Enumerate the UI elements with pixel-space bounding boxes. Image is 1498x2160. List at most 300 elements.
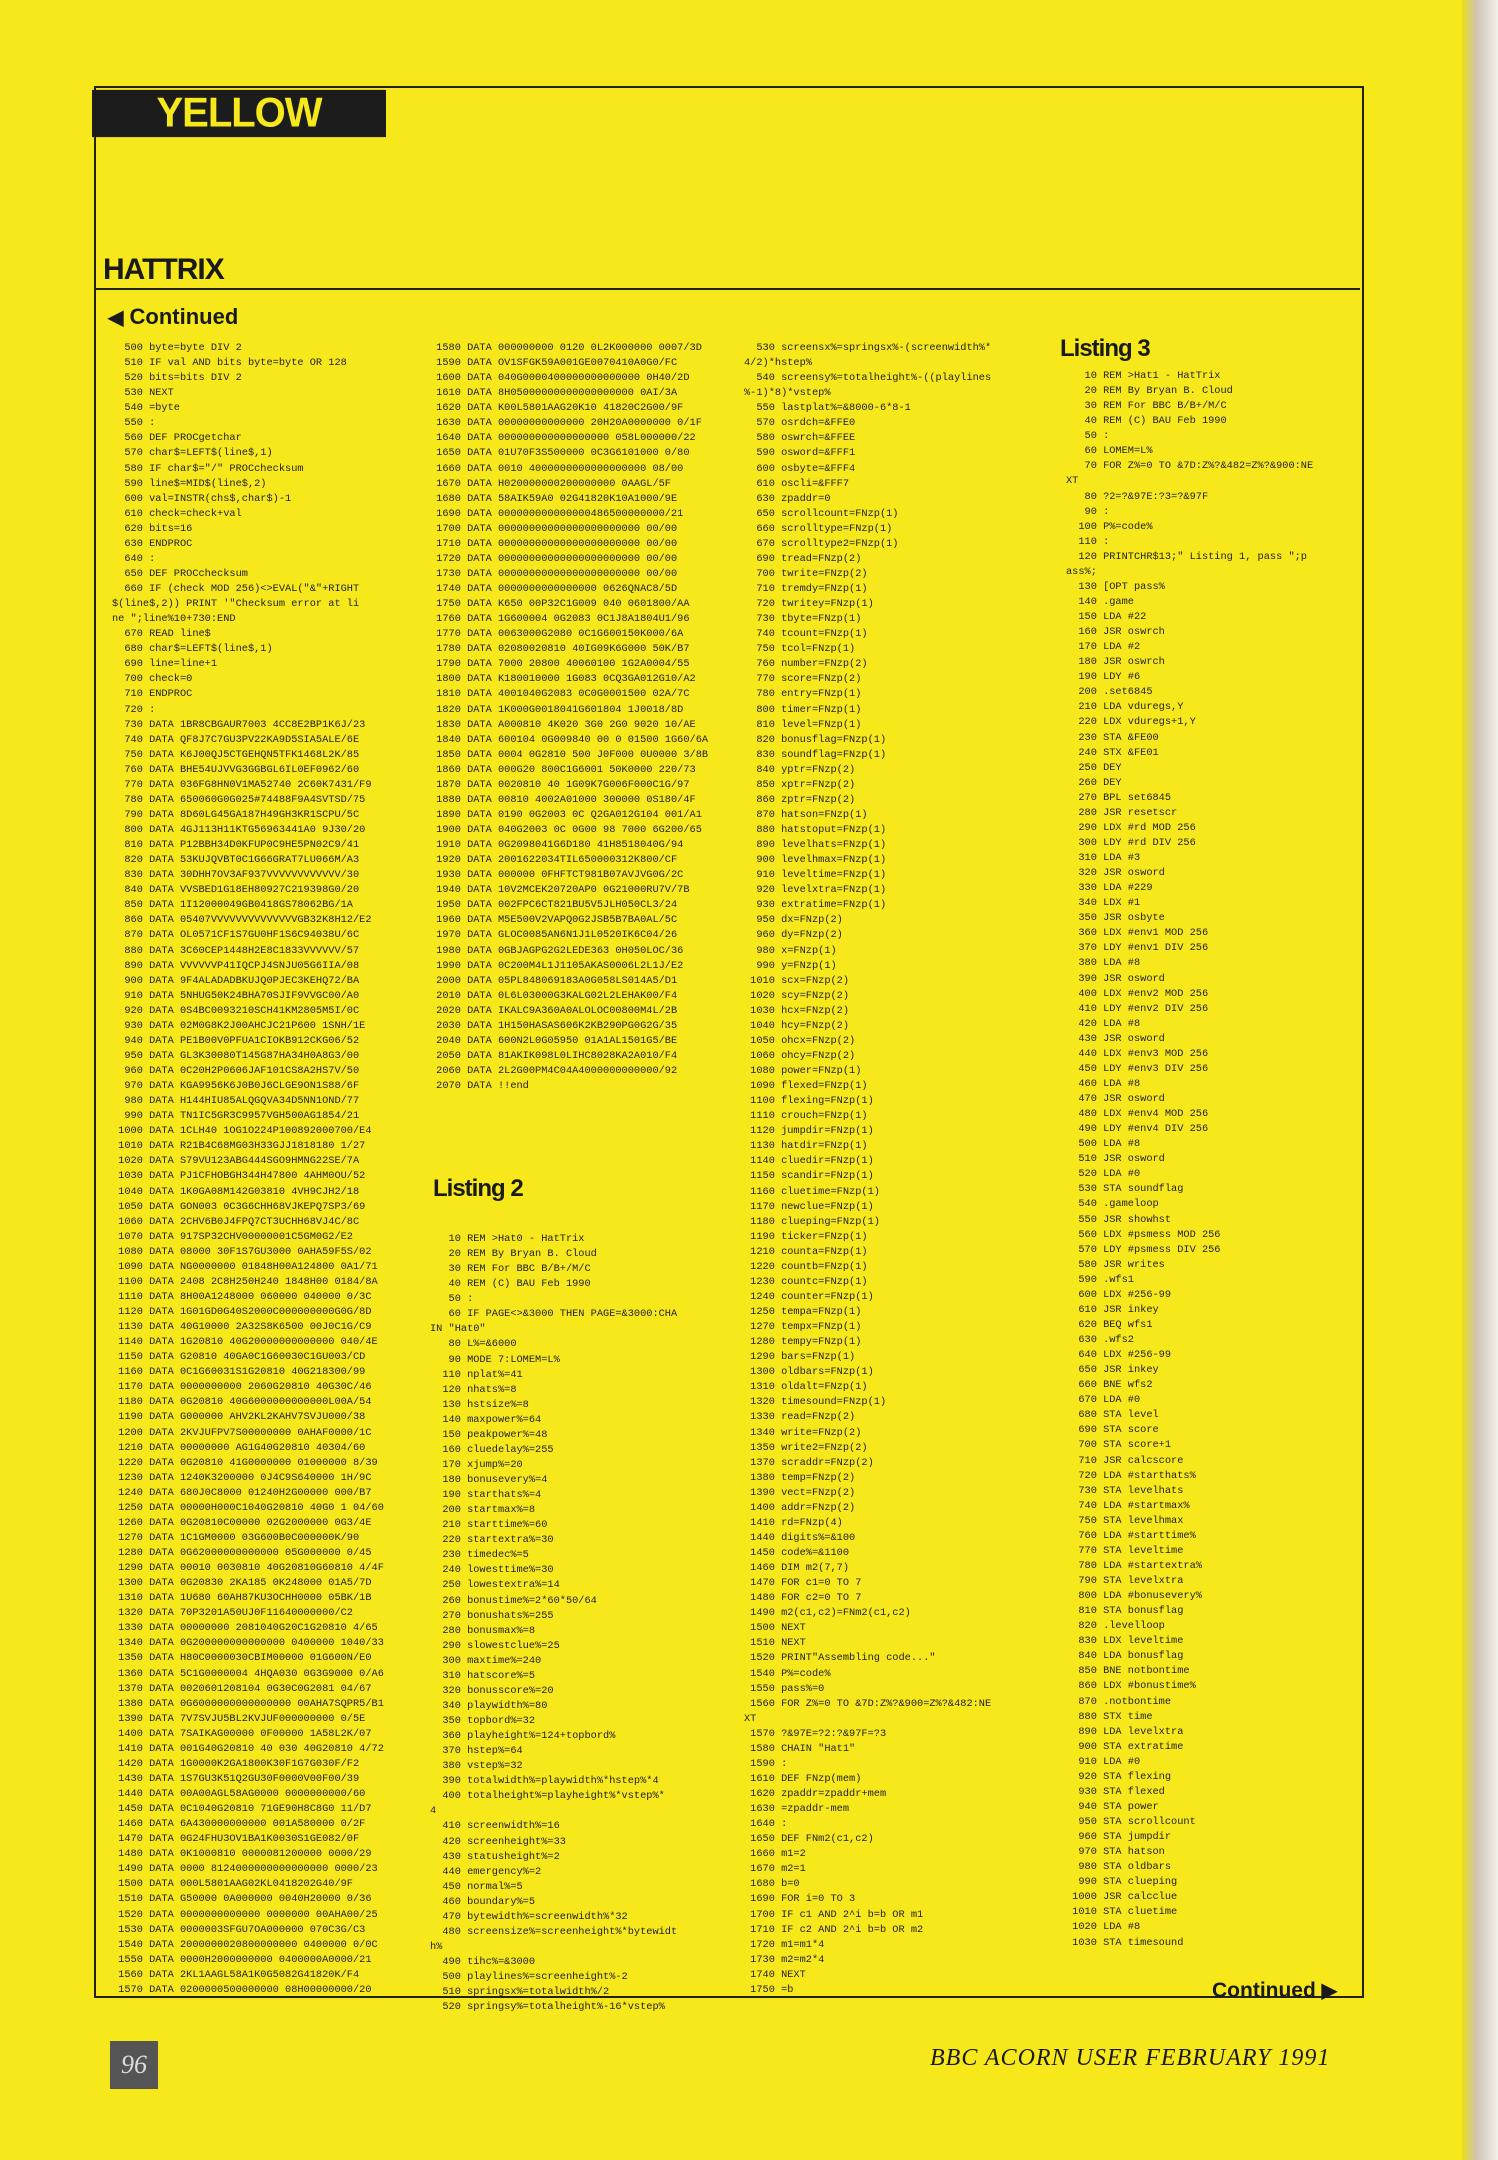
code-line: 690 line=line+1 xyxy=(112,658,218,671)
code-line: 650 scrollcount=FNzp(1) xyxy=(744,507,899,520)
code-line: 1220 DATA 0G20810 41G0000000 01000000 8/39 xyxy=(112,1456,378,1469)
code-line: 1510 DATA G50000 0A000000 0040H20000 0/36 xyxy=(112,1893,372,1906)
code-line: 640 LDX #256-99 xyxy=(1066,1349,1172,1362)
code-line: 40 REM (C) BAU Feb 1990 xyxy=(430,1278,591,1291)
code-line: 1640 DATA 000000000000000000 058L000000/22 xyxy=(430,432,696,445)
code-line: 560 LDX #psmess MOD 256 xyxy=(1066,1228,1221,1241)
code-line: 1850 DATA 0004 0G2810 500 J0F000 0U0000 3/8B xyxy=(430,748,709,761)
code-line: 370 hstep%=64 xyxy=(430,1745,523,1758)
code-line: 440 LDX #env3 MOD 256 xyxy=(1066,1047,1209,1060)
code-line: 910 LDA #0 xyxy=(1066,1755,1141,1768)
magazine-footer: BBC ACORN USER FEBRUARY 1991 xyxy=(930,2045,1331,2071)
code-line: 1510 NEXT xyxy=(744,1637,806,1650)
code-line: 350 topbord%=32 xyxy=(430,1715,536,1727)
code-line: 1370 DATA 0020601208104 0G30C0G2081 04/67 xyxy=(112,1682,372,1695)
code-line: 1400 addr=FNzp(2) xyxy=(744,1501,856,1514)
code-line: 680 char$=LEFT$(line$,1) xyxy=(112,643,273,656)
code-line: 2020 DATA IKALC9A360A0ALOLOC00800M4L/2B xyxy=(430,1004,678,1017)
code-line: 50 : xyxy=(1066,430,1110,443)
code-line: 1620 zpaddr=zpaddr+mem xyxy=(744,1788,887,1800)
code-line: 1090 DATA NG0000000 01848H00A124800 0A1/71 xyxy=(112,1260,378,1273)
code-line: 1390 DATA 7V7SVJU5BL2KVJUF000000000 0/5E xyxy=(112,1712,366,1725)
code-line: 1240 counter=FNzp(1) xyxy=(744,1290,874,1303)
code-line: 1140 DATA 1G20810 40G20000000000000 040/4E xyxy=(112,1336,378,1349)
code-line: 520 springsy%=totalheight%-16*vstep% xyxy=(430,2001,665,2014)
code-line: 1150 DATA G20810 40GA0C1G60030C1GU003/CD xyxy=(112,1351,366,1364)
code-line: 1280 tempy=FNzp(1) xyxy=(744,1336,862,1349)
code-line: 1470 FOR c1=0 TO 7 xyxy=(744,1577,862,1590)
code-line: 1290 bars=FNzp(1) xyxy=(744,1351,856,1364)
code-line: 960 STA jumpdir xyxy=(1066,1831,1172,1844)
code-line: 360 LDX #env1 MOD 256 xyxy=(1066,927,1209,940)
code-line: 540 screensy%=totalheight%-((playlines xyxy=(744,372,992,385)
code-line: 970 DATA KGA9956K6J0B0J6CLGE9ON1S88/6F xyxy=(112,1080,360,1093)
code-line: 950 STA scrollcount xyxy=(1066,1816,1196,1828)
code-line: 840 DATA VVSBED1G18EH80927C219398G0/20 xyxy=(112,884,360,897)
code-line: 920 STA flexing xyxy=(1066,1770,1172,1783)
code-line: 900 STA extratime xyxy=(1066,1740,1184,1753)
code-line: 450 LDY #env3 DIV 256 xyxy=(1066,1062,1209,1075)
code-line: 1100 DATA 2408 2C8H250H240 1848H00 0184/8A xyxy=(112,1275,378,1288)
code-line: 460 LDA #8 xyxy=(1066,1077,1141,1090)
code-line: 780 DATA 650060G0G025#74488F9A4SVTSD/75 xyxy=(112,793,366,806)
code-line: 290 slowestclue%=25 xyxy=(430,1639,560,1652)
code-line: 1740 NEXT xyxy=(744,1968,806,1981)
code-line: 2040 DATA 600N2L0G05950 01A1AL1501G5/BE xyxy=(430,1034,678,1047)
code-line: 230 timedec%=5 xyxy=(430,1549,529,1562)
code-line: 150 LDA #22 xyxy=(1066,611,1147,623)
code-line: 1190 ticker=FNzp(1) xyxy=(744,1230,868,1243)
code-line: 1480 DATA 0K1000810 0000081200000 0000/29 xyxy=(112,1848,372,1861)
code-line: 350 JSR osbyte xyxy=(1066,912,1165,925)
code-line: 530 NEXT xyxy=(112,387,174,400)
code-line: 310 LDA #3 xyxy=(1066,852,1141,864)
code-line: 1880 DATA 00810 4002A01000 300000 0S180/4F xyxy=(430,793,696,806)
code-line: 710 ENDPROC xyxy=(112,688,193,701)
code-line: 1500 NEXT xyxy=(744,1622,806,1635)
code-line: 750 DATA K6J00QJ5CTGEHQN5TFK1468L2K/85 xyxy=(112,748,360,761)
code-line: 1710 IF c2 AND 2^i b=b OR m2 xyxy=(744,1923,924,1936)
code-line: 330 LDA #229 xyxy=(1066,882,1153,895)
code-line: 190 LDY #6 xyxy=(1066,671,1141,684)
code-line: 1340 DATA 0G200000000000000 0400000 1040/33 xyxy=(112,1637,384,1650)
code-line: 1990 DATA 0C200M4L1J1105AKAS0006L2L1J/E2 xyxy=(430,959,684,972)
code-line: 470 bytewidth%=screenwidth%*32 xyxy=(430,1910,628,1923)
code-line: 1180 clueping=FNzp(1) xyxy=(744,1215,880,1228)
code-line: 1150 scandir=FNzp(1) xyxy=(744,1170,874,1183)
code-line: 1660 DATA 0010 4000000000000000000 08/00 xyxy=(430,462,684,475)
code-line: 250 DEY xyxy=(1066,761,1122,774)
code-line: 1680 b=0 xyxy=(744,1878,800,1891)
code-line: 810 level=FNzp(1) xyxy=(744,718,862,731)
code-line: 270 BPL set6845 xyxy=(1066,791,1172,804)
code-line: 1370 scraddr=FNzp(2) xyxy=(744,1456,874,1469)
code-line: 690 STA score xyxy=(1066,1424,1159,1437)
code-line: 740 LDA #startmax% xyxy=(1066,1499,1190,1512)
code-line: 990 y=FNzp(1) xyxy=(744,959,837,972)
code-line: 710 JSR calcscore xyxy=(1066,1454,1184,1467)
code-line: 420 LDA #8 xyxy=(1066,1017,1141,1030)
code-line: 730 STA levelhats xyxy=(1066,1484,1184,1497)
code-line: IN "Hat0" xyxy=(430,1323,486,1336)
code-line: 1700 DATA 00000000000000000000000 00/00 xyxy=(430,522,678,535)
code-line: 980 x=FNzp(1) xyxy=(744,944,837,957)
listing-3-code xyxy=(1066,369,1313,1951)
code-line: 890 LDA levelxtra xyxy=(1066,1725,1184,1738)
code-line: 170 LDA #2 xyxy=(1066,641,1141,654)
code-line: 1600 DATA 040G0000400000000000000 0H40/2D xyxy=(430,372,690,385)
code-line: 380 LDA #8 xyxy=(1066,957,1141,970)
code-line: 1570 DATA 0200000500000000 08H00000000/20 xyxy=(112,1983,372,1996)
code-line: 940 DATA PE1B00V0PFUA1CIOKB912CKG06/52 xyxy=(112,1034,360,1047)
code-line: 10 REM >Hat1 - HatTrix xyxy=(1066,370,1221,382)
listing-2-code xyxy=(430,1232,677,2015)
code-line: 1430 DATA 1S7GU3K51Q2GU30F0000V00F00/39 xyxy=(112,1772,360,1785)
code-line: 1570 ?&97E=?2:?&97F=?3 xyxy=(744,1727,887,1740)
code-line: 1960 DATA M5E500V2VAPQ0G2JSB5B7BA0AL/5C xyxy=(430,914,678,927)
code-line: 630 zpaddr=0 xyxy=(744,492,831,505)
code-line: 550 : xyxy=(112,417,156,430)
code-line: 1540 DATA 2000000020800000000 0400000 0/0C xyxy=(112,1938,378,1951)
code-line: 1900 DATA 040G2003 0C 0G00 98 7000 6G200/65 xyxy=(430,824,702,836)
code-line: 1590 : xyxy=(744,1757,788,1770)
code-line: 850 BNE notbontime xyxy=(1066,1665,1190,1678)
code-line: 160 cluedelay%=255 xyxy=(430,1443,554,1456)
code-line: 780 LDA #startextra% xyxy=(1066,1559,1202,1572)
code-line: 570 LDY #psmess DIV 256 xyxy=(1066,1243,1221,1256)
code-line: 110 nplat%=41 xyxy=(430,1368,523,1381)
code-line: 480 screensize%=screenheight%*bytewidt xyxy=(430,1925,678,1938)
code-line: 1280 DATA 0G62000000000000 05G000000 0/45 xyxy=(112,1547,372,1559)
code-line: 1660 m1=2 xyxy=(744,1848,806,1861)
code-line: 980 DATA H144HIU85ALQGQVA34D5NN1OND/77 xyxy=(112,1095,360,1108)
code-line: 4 xyxy=(430,1805,437,1818)
code-line: 810 STA bonusflag xyxy=(1066,1605,1184,1618)
code-line: 760 number=FNzp(2) xyxy=(744,658,868,671)
code-line: 1350 DATA H80C0000030CBIM00000 01G600N/E0 xyxy=(112,1652,372,1665)
code-line: 1620 DATA K00L5801AAG20K10 41820C2G00/9F xyxy=(430,402,684,415)
code-line: 770 STA leveltime xyxy=(1066,1544,1184,1557)
code-line: 1330 read=FNzp(2) xyxy=(744,1411,856,1424)
code-line: 160 JSR oswrch xyxy=(1066,626,1165,639)
code-line: 1020 LDA #8 xyxy=(1066,1921,1141,1934)
code-line: 1720 DATA 00000000000000000000000 00/00 xyxy=(430,552,678,565)
code-line: $(line$,2)) PRINT '"Checksum error at li xyxy=(112,598,360,611)
code-line: 990 STA clueping xyxy=(1066,1876,1178,1889)
code-line: 670 scrolltype2=FNzp(1) xyxy=(744,537,899,550)
code-line: 1400 DATA 7SAIKAG00000 0F00000 1A58L2K/07 xyxy=(112,1727,372,1740)
code-line: 960 DATA 0C20H2P0606JAF101CS8A2HS7V/50 xyxy=(112,1065,360,1077)
code-line: 1030 hcx=FNzp(2) xyxy=(744,1004,850,1017)
code-line: 920 DATA 0S4BC0093210SCH41KM2805M5I/0C xyxy=(112,1004,360,1017)
code-line: 1610 DEF FNzp(mem) xyxy=(744,1772,862,1785)
code-line: 710 tremdy=FNzp(1) xyxy=(744,583,868,595)
code-line: 1350 write2=FNzp(2) xyxy=(744,1441,868,1454)
code-line: 220 startextra%=30 xyxy=(430,1534,554,1547)
code-line: 1230 countc=FNzp(1) xyxy=(744,1275,868,1288)
code-line: 720 LDA #starthats% xyxy=(1066,1469,1196,1482)
code-line: 960 dy=FNzp(2) xyxy=(744,929,843,942)
code-line: 1130 DATA 40G10000 2A32S8K6500 00J0C1G/C9 xyxy=(112,1321,372,1334)
code-line: 340 LDX #1 xyxy=(1066,897,1141,910)
code-line: 310 hatscore%=5 xyxy=(430,1669,536,1682)
code-line: 1020 scy=FNzp(2) xyxy=(744,989,850,1002)
code-line: 40 REM (C) BAU Feb 1990 xyxy=(1066,415,1227,428)
code-line: 130 [OPT pass% xyxy=(1066,580,1165,593)
code-line: 800 timer=FNzp(1) xyxy=(744,703,862,716)
code-line: 1560 FOR Z%=0 TO &7D:Z%?&900=Z%?&482:NE xyxy=(744,1697,992,1710)
code-line: 1120 DATA 1G01GD0G40S2000C000000000G0G/8D xyxy=(112,1306,372,1318)
code-line: 1010 DATA R21B4C68MG03H33GJJ1818180 1/27 xyxy=(112,1140,366,1153)
continued-label: Continued xyxy=(1212,1979,1316,2002)
code-line: 260 bonustime%=2*60*50/64 xyxy=(430,1594,597,1607)
code-line: 1710 DATA 00000000000000000000000 00/00 xyxy=(430,537,678,550)
code-line: 1120 jumpdir=FNzp(1) xyxy=(744,1125,874,1138)
code-line: 320 bonusscore%=20 xyxy=(430,1684,554,1697)
section-banner: YELLOW PAGES xyxy=(92,90,386,137)
code-line: 650 JSR inkey xyxy=(1066,1364,1159,1377)
code-line: 1800 DATA K180010000 1G083 0CQ3GA012G10/A2 xyxy=(430,673,696,686)
continued-next xyxy=(1212,1978,1337,2003)
code-line: 1630 =zpaddr-mem xyxy=(744,1803,850,1816)
code-line: 150 peakpower%=48 xyxy=(430,1428,548,1441)
code-line: 730 DATA 1BR8CBGAUR7003 4CC8E2BP1K6J/23 xyxy=(112,718,366,731)
code-line: 1490 m2(c1,c2)=FNm2(c1,c2) xyxy=(744,1607,911,1620)
code-line: 600 LDX #256-99 xyxy=(1066,1288,1172,1301)
code-line: 1360 DATA 5C1G0000004 4HQA030 0G3G9000 0/A6 xyxy=(112,1667,384,1680)
code-line: 430 statusheight%=2 xyxy=(430,1850,560,1863)
code-line: 1700 IF c1 AND 2^i b=b OR m1 xyxy=(744,1908,924,1921)
code-line: 690 tread=FNzp(2) xyxy=(744,552,862,565)
code-line: 1040 hcy=FNzp(2) xyxy=(744,1019,850,1032)
code-line: 1980 DATA 0GBJAGPG2G2LEDE363 0H050LOC/36 xyxy=(430,944,684,957)
code-line: 800 DATA 4GJ113H11KTG56963441A0 9J30/20 xyxy=(112,824,366,836)
code-line: 1260 DATA 0G20810C00000 02G2000000 0G3/4E xyxy=(112,1516,372,1529)
code-line: 280 JSR resetscr xyxy=(1066,806,1178,819)
code-line: 930 STA flexed xyxy=(1066,1785,1165,1798)
code-line: 1470 DATA 0G24FHU3OV1BA1K0030S1GE082/0F xyxy=(112,1833,360,1846)
code-line: ne ";line%10+730:END xyxy=(112,613,236,626)
code-line: 1640 : xyxy=(744,1818,788,1831)
code-line: 1500 DATA 000L5801AAG02KL0418202G40/9F xyxy=(112,1878,353,1891)
code-line: 580 IF char$="/" PROCchecksum xyxy=(112,462,304,475)
code-line: 1520 PRINT"Assembling code..." xyxy=(744,1652,936,1665)
code-line: 2050 DATA 81AKIK098L0LIHC8028KA2A010/F4 xyxy=(430,1049,678,1062)
code-line: 740 tcount=FNzp(1) xyxy=(744,628,868,641)
code-line: 1410 rd=FNzp(4) xyxy=(744,1516,843,1529)
code-line: 1750 =b xyxy=(744,1983,794,1996)
code-line: 1860 DATA 000G20 800C1G6001 50K0000 220/73 xyxy=(430,763,696,776)
code-line: 570 char$=LEFT$(line$,1) xyxy=(112,447,273,460)
code-line: 1160 cluetime=FNzp(1) xyxy=(744,1185,880,1198)
code-line: 1320 DATA 70P3201A50UJ0F11640000000/C2 xyxy=(112,1607,353,1620)
code-line: 830 soundflag=FNzp(1) xyxy=(744,748,887,761)
code-line: 630 .wfs2 xyxy=(1066,1334,1134,1346)
code-line: 1020 DATA S79VU123ABG444SGO9HMNG22SE/7A xyxy=(112,1155,360,1168)
code-line: 1460 DIM m2(7,7) xyxy=(744,1562,850,1575)
code-line: 10 REM >Hat0 - HatTrix xyxy=(430,1233,585,1245)
code-line: 1030 DATA PJ1CFHOBGH344H47800 4AHM0OU/52 xyxy=(112,1170,366,1183)
code-line: 870 .notbontime xyxy=(1066,1695,1172,1708)
code-line: 2030 DATA 1H150HASAS606K2KB290PG0G2G/35 xyxy=(430,1019,678,1032)
code-line: 1220 countb=FNzp(1) xyxy=(744,1260,868,1273)
code-line: 1790 DATA 7000 20800 40060100 1G2A0004/55 xyxy=(430,658,690,671)
code-line: 1490 DATA 0000 8124000000000000000 0000/23 xyxy=(112,1863,378,1876)
code-line: 440 emergency%=2 xyxy=(430,1865,542,1878)
listing-column-1 xyxy=(112,341,384,1998)
code-line: 490 LDY #env4 DIV 256 xyxy=(1066,1123,1209,1136)
code-line: 950 DATA GL3K30080T145G87HA34H0A8G3/00 xyxy=(112,1049,360,1062)
code-line: 580 oswrch=&FFEE xyxy=(744,432,856,445)
code-line: 1870 DATA 0020810 40 1G09K7G006F000C1G/97 xyxy=(430,778,690,791)
code-line: 300 LDY #rd DIV 256 xyxy=(1066,836,1196,849)
code-line: 80 ?2=?&97E:?3=?&97F xyxy=(1066,490,1209,503)
code-line: 1930 DATA 000000 0FHFTCT981B07AVJVG0G/2C xyxy=(430,869,684,882)
right-arrow-icon: ▶ xyxy=(1321,1980,1338,2002)
code-line: 1090 flexed=FNzp(1) xyxy=(744,1080,868,1093)
code-line: 770 DATA 036FG8HN0V1MA52740 2C60K7431/F9 xyxy=(112,778,372,791)
code-line: 500 playlines%=screenheight%-2 xyxy=(430,1971,628,1984)
code-line: XT xyxy=(1066,475,1079,488)
code-line: 410 screenwidth%=16 xyxy=(430,1820,560,1833)
code-line: 50 : xyxy=(430,1293,474,1306)
code-line: 430 JSR osword xyxy=(1066,1032,1165,1045)
code-line: 1200 DATA 2KVJUFPV7S00000000 0AHAF0000/1C xyxy=(112,1426,372,1439)
code-line: 530 screensx%=springsx%-(screenwidth%* xyxy=(744,342,992,354)
code-line: 850 xptr=FNzp(2) xyxy=(744,778,856,791)
code-line: 1170 DATA 0000000000 2060G20810 40G30C/46 xyxy=(112,1381,372,1394)
code-line: 1530 DATA 0000003SFGU7OA000000 070C3G/C3 xyxy=(112,1923,366,1936)
code-line: 1080 power=FNzp(1) xyxy=(744,1065,862,1077)
listing-column-3 xyxy=(744,341,991,1998)
code-line: 1250 DATA 00000H000C1040G20810 40G0 1 04/60 xyxy=(112,1501,384,1514)
code-line: 1450 DATA 0C1040G20810 71GE90H8C8G0 11/D7 xyxy=(112,1803,372,1816)
code-line: 1050 DATA GON003 0C3G6CHH68VJKEPQ7SP3/69 xyxy=(112,1200,366,1213)
code-line: 830 LDX leveltime xyxy=(1066,1635,1184,1648)
code-line: 2070 DATA !!end xyxy=(430,1080,529,1093)
code-line: 270 bonushats%=255 xyxy=(430,1609,554,1622)
code-line: 380 vstep%=32 xyxy=(430,1760,523,1773)
code-line: 1440 digits%=&100 xyxy=(744,1531,856,1544)
code-line: 560 DEF PROCgetchar xyxy=(112,432,242,445)
code-line: 1410 DATA 001G40G20810 40 030 40G20810 4/72 xyxy=(112,1742,384,1755)
code-line: 620 bits=16 xyxy=(112,522,193,535)
code-line: 1770 DATA 0063000G2080 0C1G600150K000/6A xyxy=(430,628,684,641)
code-line: 720 : xyxy=(112,703,156,716)
code-line: 680 STA level xyxy=(1066,1409,1159,1422)
code-line: 1140 cluedir=FNzp(1) xyxy=(744,1155,874,1168)
code-line: 910 DATA 5NHUG50K24BHA70SJIF9VVGC00/A0 xyxy=(112,989,360,1002)
code-line: 1180 DATA 0G20810 40G6000000000000L00A/54 xyxy=(112,1396,372,1409)
code-line: 820 bonusflag=FNzp(1) xyxy=(744,733,887,746)
code-line: 1730 DATA 00000000000000000000000 00/00 xyxy=(430,567,678,580)
code-line: 800 LDA #bonusevery% xyxy=(1066,1590,1202,1603)
code-line: 20 REM By Bryan B. Cloud xyxy=(1066,385,1233,398)
left-arrow-icon: ◀ xyxy=(108,307,124,329)
code-line: 1730 m2=m2*4 xyxy=(744,1953,825,1966)
code-line: 610 oscli=&FFF7 xyxy=(744,477,850,490)
code-line: 400 totalheight%=playheight%*vstep%* xyxy=(430,1790,665,1803)
code-line: 1890 DATA 0190 0G2003 0C Q2GA012G104 001/A1 xyxy=(430,808,702,821)
code-line: 1380 DATA 0G6000000000000000 00AHA7SQPR5/B1 xyxy=(112,1697,384,1710)
listing-3-heading: Listing 3 xyxy=(1060,335,1150,362)
code-line: 1420 DATA 1G0000K2GA1800K30F1G7G030F/F2 xyxy=(112,1757,360,1770)
code-line: 630 ENDPROC xyxy=(112,537,193,550)
code-line: 110 : xyxy=(1066,535,1110,548)
continued-label: Continued xyxy=(129,304,239,329)
code-line: 840 yptr=FNzp(2) xyxy=(744,763,856,776)
code-line: 1940 DATA 10V2MCEK20720AP0 0G21000RU7V/7B xyxy=(430,884,690,897)
code-line: 200 .set6845 xyxy=(1066,686,1153,699)
code-line: 180 JSR oswrch xyxy=(1066,656,1165,669)
code-line: 750 tcol=FNzp(1) xyxy=(744,643,856,656)
code-line: 130 hstsize%=8 xyxy=(430,1398,529,1411)
code-line: 1210 DATA 00000000 AG1G40G20810 40304/60 xyxy=(112,1441,366,1454)
code-line: 790 DATA 8D60LG45GA187H49GH3KR1SCPU/5C xyxy=(112,808,360,821)
code-line: 540 =byte xyxy=(112,402,180,415)
code-line: 830 DATA 30DHH7OV3AF937VVVVVVVVVVVV/30 xyxy=(112,869,360,882)
code-line: 550 JSR showhst xyxy=(1066,1213,1172,1226)
code-line: 100 P%=code% xyxy=(1066,520,1153,533)
code-line: 700 check=0 xyxy=(112,673,193,686)
code-line: 90 : xyxy=(1066,505,1110,518)
code-line: 1040 DATA 1K0GA08M142G03810 4VH9CJH2/18 xyxy=(112,1185,360,1198)
code-line: 1270 tempx=FNzp(1) xyxy=(744,1321,862,1334)
code-line: 820 DATA 53KUJQVBT0C1G66GRAT7LU066M/A3 xyxy=(112,854,360,867)
code-line: 230 STA &FE00 xyxy=(1066,731,1159,744)
code-line: 70 FOR Z%=0 TO &7D:Z%?&482=Z%?&900:NE xyxy=(1066,460,1314,473)
code-line: 600 osbyte=&FFF4 xyxy=(744,462,856,475)
code-line: 860 zptr=FNzp(2) xyxy=(744,793,856,806)
code-line: 320 JSR osword xyxy=(1066,867,1165,880)
code-line: 220 LDX vduregs+1,Y xyxy=(1066,716,1196,729)
code-line: 4/2)*hstep% xyxy=(744,357,812,370)
code-line: 1820 DATA 1K000G0018041G601804 1J0018/8D xyxy=(430,703,684,716)
code-line: 340 playwidth%=80 xyxy=(430,1699,548,1712)
code-line: 1050 ohcx=FNzp(2) xyxy=(744,1034,856,1047)
code-line: 370 LDY #env1 DIV 256 xyxy=(1066,942,1209,955)
code-line: 200 startmax%=8 xyxy=(430,1504,536,1517)
code-line: 1190 DATA G000000 AHV2KL2KAHV7SVJU000/38 xyxy=(112,1411,366,1424)
code-line: 1130 hatdir=FNzp(1) xyxy=(744,1140,868,1153)
code-line: 360 playheight%=124+topbord% xyxy=(430,1730,616,1743)
code-line: 20 REM By Bryan B. Cloud xyxy=(430,1248,597,1261)
code-line: 1110 crouch=FNzp(1) xyxy=(744,1110,868,1123)
code-line: 660 IF (check MOD 256)<>EVAL("&"+RIGHT xyxy=(112,583,360,595)
code-line: 170 xjump%=20 xyxy=(430,1458,523,1471)
code-line: 750 STA levelhmax xyxy=(1066,1514,1184,1527)
code-line: 610 JSR inkey xyxy=(1066,1303,1159,1316)
code-line: 210 LDA vduregs,Y xyxy=(1066,701,1184,714)
code-line: 1380 temp=FNzp(2) xyxy=(744,1471,856,1484)
code-line: 1250 tempa=FNzp(1) xyxy=(744,1306,862,1318)
code-line: 940 STA power xyxy=(1066,1800,1159,1813)
code-line: 490 tihc%=&3000 xyxy=(430,1956,536,1968)
code-line: 2010 DATA 0L6L03000G3KALG02L2LEHAK00/F4 xyxy=(430,989,678,1002)
code-line: 510 springsx%=totalwidth%/2 xyxy=(430,1986,610,1999)
code-line: 890 levelhats=FNzp(1) xyxy=(744,839,887,852)
code-line: 1330 DATA 00000000 2081040G20C1G20810 4/65 xyxy=(112,1622,378,1635)
code-line: 1460 DATA 6A430000000000 001A580000 0/2F xyxy=(112,1818,366,1831)
code-line: 720 twritey=FNzp(1) xyxy=(744,598,874,611)
code-line: 1170 newclue=FNzp(1) xyxy=(744,1200,874,1213)
code-line: 470 JSR osword xyxy=(1066,1093,1165,1105)
code-line: 670 LDA #0 xyxy=(1066,1394,1141,1407)
code-line: 910 leveltime=FNzp(1) xyxy=(744,869,887,882)
code-line: 650 DEF PROCchecksum xyxy=(112,567,248,580)
code-line: 2000 DATA 05PL848069183A0G058LS014A5/D1 xyxy=(430,974,678,987)
code-line: 30 REM For BBC B/B+/M/C xyxy=(1066,400,1227,413)
